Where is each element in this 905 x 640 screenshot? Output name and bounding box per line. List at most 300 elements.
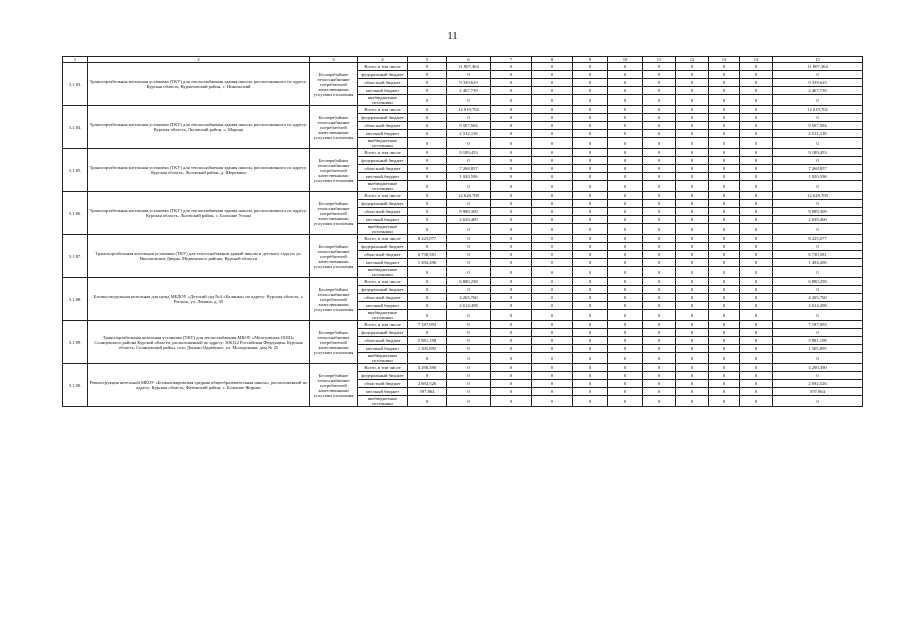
amount-cell: 0: [408, 224, 447, 235]
amount-cell: 0: [740, 310, 773, 321]
amount-cell: 7 187,093: [773, 321, 863, 329]
amount-cell: 0: [447, 396, 491, 407]
table-row: [63, 106, 863, 114]
funding-source: областной бюджет: [358, 337, 408, 345]
amount-cell: 0: [773, 138, 863, 149]
amount-cell: 0: [740, 95, 773, 106]
row-id: 3.1.84.: [63, 106, 88, 149]
amount-cell: 0: [676, 71, 709, 79]
amount-cell: 0: [532, 130, 573, 138]
amount-cell: 0: [643, 165, 676, 173]
amount-cell: 0: [491, 372, 532, 380]
amount-cell: 0: [676, 337, 709, 345]
funding-source: местный бюджет: [358, 302, 408, 310]
amount-cell: 0: [608, 138, 643, 149]
amount-cell: 0: [709, 353, 740, 364]
expected-result: Бесперебойное теплоснабжение потребителей качественными услугами отопления: [310, 278, 358, 321]
amount-cell: 0: [676, 278, 709, 286]
amount-cell: 0: [408, 216, 447, 224]
amount-cell: 0: [608, 157, 643, 165]
amount-cell: 0: [408, 310, 447, 321]
amount-cell: 0: [740, 192, 773, 200]
amount-cell: 0: [573, 87, 608, 95]
amount-cell: 0: [709, 267, 740, 278]
amount-cell: 0: [532, 388, 573, 396]
amount-cell: 0: [643, 114, 676, 122]
budget-table: [62, 56, 863, 407]
amount-cell: 0: [676, 216, 709, 224]
amount-cell: 0: [740, 380, 773, 388]
amount-cell: 0: [709, 95, 740, 106]
amount-cell: 0: [573, 138, 608, 149]
amount-cell: 0: [740, 364, 773, 372]
amount-cell: 1 494,496: [773, 259, 863, 267]
amount-cell: 0: [491, 79, 532, 87]
amount-cell: 0: [643, 364, 676, 372]
amount-cell: 0: [573, 267, 608, 278]
amount-cell: 0: [676, 345, 709, 353]
amount-cell: 0: [532, 87, 573, 95]
amount-cell: 0: [491, 95, 532, 106]
amount-cell: 0: [573, 388, 608, 396]
amount-cell: 0: [491, 345, 532, 353]
amount-cell: 0: [532, 216, 573, 224]
amount-cell: 0: [709, 243, 740, 251]
amount-cell: 0: [491, 321, 532, 329]
amount-cell: 0: [447, 310, 491, 321]
amount-cell: 0: [709, 122, 740, 130]
amount-cell: 0: [447, 372, 491, 380]
amount-cell: 0: [709, 345, 740, 353]
amount-cell: 0: [740, 251, 773, 259]
amount-cell: 0: [773, 353, 863, 364]
amount-cell: 0: [573, 380, 608, 388]
amount-cell: 0: [740, 329, 773, 337]
amount-cell: 0: [573, 165, 608, 173]
amount-cell: 0: [447, 259, 491, 267]
object-name: Транспортабельная котельная установка (ТКУ) для теплоснабжения зданий школы и детского сада по ул. Высоковские Дворы, Медвенского района, Курской области: [88, 235, 310, 278]
column-number: 2: [88, 57, 310, 63]
amount-cell: 0: [491, 216, 532, 224]
amount-cell: 0: [573, 79, 608, 87]
amount-cell: 0: [608, 278, 643, 286]
amount-cell: 0: [773, 267, 863, 278]
amount-cell: 0: [491, 122, 532, 130]
amount-cell: 0: [608, 337, 643, 345]
expected-result: Бесперебойное теплоснабжение потребителей качественными услугами отопления: [310, 106, 358, 149]
amount-cell: 0: [573, 235, 608, 243]
amount-cell: 0: [773, 372, 863, 380]
table-row: [63, 364, 863, 372]
table-row: [63, 321, 863, 329]
amount-cell: 2 614,498: [447, 302, 491, 310]
amount-cell: 0: [709, 259, 740, 267]
amount-cell: 0: [740, 243, 773, 251]
column-number: 3: [310, 57, 358, 63]
amount-cell: 0: [447, 138, 491, 149]
amount-cell: 9 507,584: [773, 122, 863, 130]
amount-cell: 0: [447, 114, 491, 122]
amount-cell: 2 467,739: [447, 87, 491, 95]
amount-cell: 0: [532, 259, 573, 267]
funding-source: областной бюджет: [358, 165, 408, 173]
funding-source: местный бюджет: [358, 173, 408, 181]
amount-cell: 0: [643, 130, 676, 138]
amount-cell: 0: [532, 372, 573, 380]
amount-cell: 0: [608, 302, 643, 310]
amount-cell: 0: [573, 181, 608, 192]
amount-cell: 0: [408, 181, 447, 192]
amount-cell: 0: [532, 200, 573, 208]
amount-cell: 0: [773, 157, 863, 165]
row-id: 3.1.83.: [63, 63, 88, 106]
amount-cell: 0: [608, 122, 643, 130]
amount-cell: 0: [643, 278, 676, 286]
amount-cell: 4 265,760: [773, 294, 863, 302]
amount-cell: 0: [676, 224, 709, 235]
column-number: 10: [608, 57, 643, 63]
amount-cell: 0: [676, 235, 709, 243]
object-name: Транспортабельная котельная установка (ТКУ) для теплоснабжения МКОУ «Мелеховская ООШ» Солнцевского района Курской области, расположенной по адресу: 306122 Российская Федерация, Курская область, Солнцевский район, село Доньно-Царевское, ул. Молодежная, дом № 25: [88, 321, 310, 364]
amount-cell: 0: [740, 173, 773, 181]
amount-cell: 0: [608, 380, 643, 388]
funding-source: областной бюджет: [358, 380, 408, 388]
amount-cell: 0: [643, 200, 676, 208]
amount-cell: 2 639,400: [773, 216, 863, 224]
amount-cell: 0: [491, 388, 532, 396]
amount-cell: 0: [643, 122, 676, 130]
amount-cell: 2 692,526: [773, 380, 863, 388]
amount-cell: 0: [573, 224, 608, 235]
amount-cell: 0: [408, 149, 447, 157]
amount-cell: 0: [676, 106, 709, 114]
amount-cell: 0: [573, 372, 608, 380]
amount-cell: 0: [676, 122, 709, 130]
amount-cell: 0: [773, 310, 863, 321]
table-body: [63, 57, 863, 407]
amount-cell: 0: [643, 157, 676, 165]
amount-cell: 0: [532, 396, 573, 407]
amount-cell: 0: [408, 353, 447, 364]
amount-cell: 0: [447, 181, 491, 192]
amount-cell: 1 305,895: [408, 345, 447, 353]
amount-cell: 0: [608, 294, 643, 302]
amount-cell: 0: [643, 208, 676, 216]
amount-cell: 0: [491, 130, 532, 138]
amount-cell: 0: [491, 181, 532, 192]
amount-cell: 3 290,390: [408, 364, 447, 372]
amount-cell: 0: [408, 87, 447, 95]
column-number: 4: [358, 57, 408, 63]
amount-cell: 6 730,581: [773, 251, 863, 259]
amount-cell: 0: [447, 267, 491, 278]
amount-cell: 0: [532, 267, 573, 278]
amount-cell: 0: [709, 192, 740, 200]
amount-cell: 0: [709, 310, 740, 321]
amount-cell: 0: [676, 259, 709, 267]
amount-cell: 0: [676, 130, 709, 138]
amount-cell: 0: [676, 165, 709, 173]
amount-cell: 0: [532, 380, 573, 388]
amount-cell: 0: [532, 310, 573, 321]
funding-source: местный бюджет: [358, 216, 408, 224]
table-row: [63, 235, 863, 243]
amount-cell: 0: [408, 208, 447, 216]
amount-cell: 0: [740, 337, 773, 345]
amount-cell: 0: [573, 286, 608, 294]
row-id: 3.1.89.: [63, 321, 88, 364]
amount-cell: 0: [709, 380, 740, 388]
amount-cell: 1 305,895: [773, 345, 863, 353]
amount-cell: 0: [408, 71, 447, 79]
amount-cell: 0: [573, 208, 608, 216]
funding-source: федеральный бюджет: [358, 200, 408, 208]
amount-cell: 0: [573, 364, 608, 372]
amount-cell: 0: [491, 165, 532, 173]
amount-cell: 0: [532, 181, 573, 192]
amount-cell: 0: [408, 130, 447, 138]
amount-cell: 0: [740, 321, 773, 329]
amount-cell: 0: [676, 353, 709, 364]
amount-cell: 0: [608, 216, 643, 224]
amount-cell: 0: [676, 388, 709, 396]
amount-cell: 0: [740, 79, 773, 87]
amount-cell: 0: [608, 224, 643, 235]
amount-cell: 0: [447, 286, 491, 294]
amount-cell: 0: [740, 157, 773, 165]
amount-cell: 0: [532, 106, 573, 114]
amount-cell: 0: [491, 208, 532, 216]
amount-cell: 0: [773, 114, 863, 122]
amount-cell: 2 692,526: [408, 380, 447, 388]
amount-cell: 0: [676, 79, 709, 87]
funding-source: Всего, в том числе: [358, 278, 408, 286]
amount-cell: 0: [532, 278, 573, 286]
amount-cell: 0: [408, 173, 447, 181]
column-number: 5: [408, 57, 447, 63]
amount-cell: 11 807,364: [773, 63, 863, 71]
amount-cell: 0: [676, 396, 709, 407]
amount-cell: 0: [408, 79, 447, 87]
amount-cell: 0: [676, 302, 709, 310]
amount-cell: 0: [643, 243, 676, 251]
amount-cell: 0: [740, 345, 773, 353]
amount-cell: 0: [573, 71, 608, 79]
amount-cell: 0: [447, 71, 491, 79]
amount-cell: 0: [573, 329, 608, 337]
amount-cell: 0: [532, 173, 573, 181]
amount-cell: 0: [676, 251, 709, 259]
amount-cell: 0: [740, 267, 773, 278]
amount-cell: 0: [573, 321, 608, 329]
amount-cell: 0: [491, 310, 532, 321]
amount-cell: 0: [773, 396, 863, 407]
amount-cell: 0: [573, 130, 608, 138]
amount-cell: 0: [676, 310, 709, 321]
amount-cell: 0: [643, 259, 676, 267]
amount-cell: 0: [643, 71, 676, 79]
amount-cell: 0: [491, 235, 532, 243]
funding-source: федеральный бюджет: [358, 114, 408, 122]
amount-cell: 9 339,625: [773, 79, 863, 87]
amount-cell: 0: [643, 286, 676, 294]
amount-cell: 9 189,453: [447, 149, 491, 157]
column-number: 13: [709, 57, 740, 63]
amount-cell: 0: [408, 286, 447, 294]
amount-cell: 0: [643, 396, 676, 407]
funding-source: областной бюджет: [358, 251, 408, 259]
amount-cell: 0: [709, 173, 740, 181]
amount-cell: 0: [608, 396, 643, 407]
funding-source: областной бюджет: [358, 79, 408, 87]
amount-cell: 0: [676, 208, 709, 216]
amount-cell: 0: [676, 87, 709, 95]
amount-cell: 0: [573, 278, 608, 286]
amount-cell: 5 881,198: [408, 337, 447, 345]
table-row: [63, 192, 863, 200]
amount-cell: 2 639,400: [447, 216, 491, 224]
amount-cell: 0: [491, 224, 532, 235]
amount-cell: 0: [676, 380, 709, 388]
amount-cell: 0: [532, 165, 573, 173]
amount-cell: 0: [491, 138, 532, 149]
amount-cell: 0: [709, 63, 740, 71]
amount-cell: 0: [608, 181, 643, 192]
funding-source: местный бюджет: [358, 259, 408, 267]
amount-cell: 0: [709, 208, 740, 216]
amount-cell: 0: [447, 224, 491, 235]
amount-cell: 0: [740, 138, 773, 149]
amount-cell: 0: [408, 122, 447, 130]
amount-cell: 0: [643, 63, 676, 71]
amount-cell: 0: [532, 79, 573, 87]
amount-cell: 0: [408, 267, 447, 278]
amount-cell: 0: [709, 364, 740, 372]
amount-cell: 0: [740, 122, 773, 130]
amount-cell: 0: [573, 345, 608, 353]
amount-cell: 0: [740, 396, 773, 407]
amount-cell: 0: [740, 87, 773, 95]
amount-cell: 0: [447, 200, 491, 208]
amount-cell: 0: [408, 329, 447, 337]
amount-cell: 0: [709, 87, 740, 95]
amount-cell: 0: [676, 138, 709, 149]
amount-cell: 0: [532, 337, 573, 345]
amount-cell: 0: [709, 200, 740, 208]
amount-cell: 0: [709, 302, 740, 310]
amount-cell: 0: [408, 243, 447, 251]
funding-source: Всего, в том числе: [358, 192, 408, 200]
amount-cell: 0: [608, 71, 643, 79]
amount-cell: 0: [643, 372, 676, 380]
amount-cell: 0: [608, 208, 643, 216]
amount-cell: 0: [608, 192, 643, 200]
amount-cell: 0: [709, 251, 740, 259]
amount-cell: 0: [491, 364, 532, 372]
amount-cell: 0: [643, 353, 676, 364]
amount-cell: 0: [491, 149, 532, 157]
funding-source: внебюджетные источники: [358, 224, 408, 235]
amount-cell: 0: [709, 337, 740, 345]
amount-cell: 0: [740, 224, 773, 235]
amount-cell: 1 494,496: [408, 259, 447, 267]
amount-cell: 0: [408, 165, 447, 173]
amount-cell: 0: [676, 149, 709, 157]
amount-cell: 0: [643, 251, 676, 259]
amount-cell: 0: [709, 278, 740, 286]
amount-cell: 0: [408, 278, 447, 286]
amount-cell: 0: [676, 200, 709, 208]
amount-cell: 0: [608, 259, 643, 267]
amount-cell: 0: [573, 95, 608, 106]
amount-cell: 0: [532, 122, 573, 130]
amount-cell: 0: [532, 192, 573, 200]
funding-source: Всего, в том числе: [358, 63, 408, 71]
amount-cell: 11 807,364: [447, 63, 491, 71]
amount-cell: 0: [447, 380, 491, 388]
amount-cell: 0: [608, 321, 643, 329]
amount-cell: 0: [573, 294, 608, 302]
amount-cell: 0: [532, 208, 573, 216]
amount-cell: 0: [608, 130, 643, 138]
amount-cell: 0: [608, 106, 643, 114]
amount-cell: 0: [447, 353, 491, 364]
amount-cell: 0: [709, 106, 740, 114]
amount-cell: 0: [643, 138, 676, 149]
amount-cell: 0: [773, 286, 863, 294]
funding-source: областной бюджет: [358, 208, 408, 216]
amount-cell: 0: [676, 181, 709, 192]
amount-cell: 0: [532, 321, 573, 329]
amount-cell: 1 920,596: [773, 173, 863, 181]
amount-cell: 7 268,857: [773, 165, 863, 173]
amount-cell: 0: [643, 380, 676, 388]
object-name: Реконструкция котельной МКОУ «Большежировская средняя общеобразовательная школа», расположенной по адресу: Курская область, Фатежский район, с. Большое Жирово: [88, 364, 310, 407]
amount-cell: 0: [447, 321, 491, 329]
amount-cell: 0: [608, 165, 643, 173]
amount-cell: 0: [573, 114, 608, 122]
amount-cell: 0: [676, 95, 709, 106]
amount-cell: 5 881,198: [773, 337, 863, 345]
amount-cell: 0: [532, 114, 573, 122]
amount-cell: 0: [676, 157, 709, 165]
amount-cell: 9 507,584: [447, 122, 491, 130]
amount-cell: 0: [573, 396, 608, 407]
amount-cell: 0: [532, 243, 573, 251]
funding-source: федеральный бюджет: [358, 286, 408, 294]
amount-cell: 0: [573, 63, 608, 71]
amount-cell: 0: [608, 372, 643, 380]
amount-cell: 0: [532, 302, 573, 310]
amount-cell: 1 920,596: [447, 173, 491, 181]
amount-cell: 0: [573, 251, 608, 259]
expected-result: Бесперебойное теплоснабжение потребителей качественными услугами отопления: [310, 63, 358, 106]
amount-cell: 0: [643, 173, 676, 181]
amount-cell: 0: [709, 138, 740, 149]
amount-cell: 0: [532, 329, 573, 337]
expected-result: Бесперебойное теплоснабжение потребителей качественными услугами отопления: [310, 235, 358, 278]
amount-cell: 6 880,258: [773, 278, 863, 286]
funding-source: местный бюджет: [358, 87, 408, 95]
amount-cell: 0: [608, 173, 643, 181]
amount-cell: 0: [491, 396, 532, 407]
amount-cell: 0: [608, 251, 643, 259]
row-id: 3.1.88.: [63, 278, 88, 321]
object-name: Блочно-модульная котельная для нужд МБДОУ «Детский сад №4 «Калинка» по адресу: Курская область, г. Рыльск, ул. Ленина, д. 35: [88, 278, 310, 321]
amount-cell: 0: [740, 294, 773, 302]
amount-cell: 0: [643, 294, 676, 302]
amount-cell: 0: [608, 345, 643, 353]
